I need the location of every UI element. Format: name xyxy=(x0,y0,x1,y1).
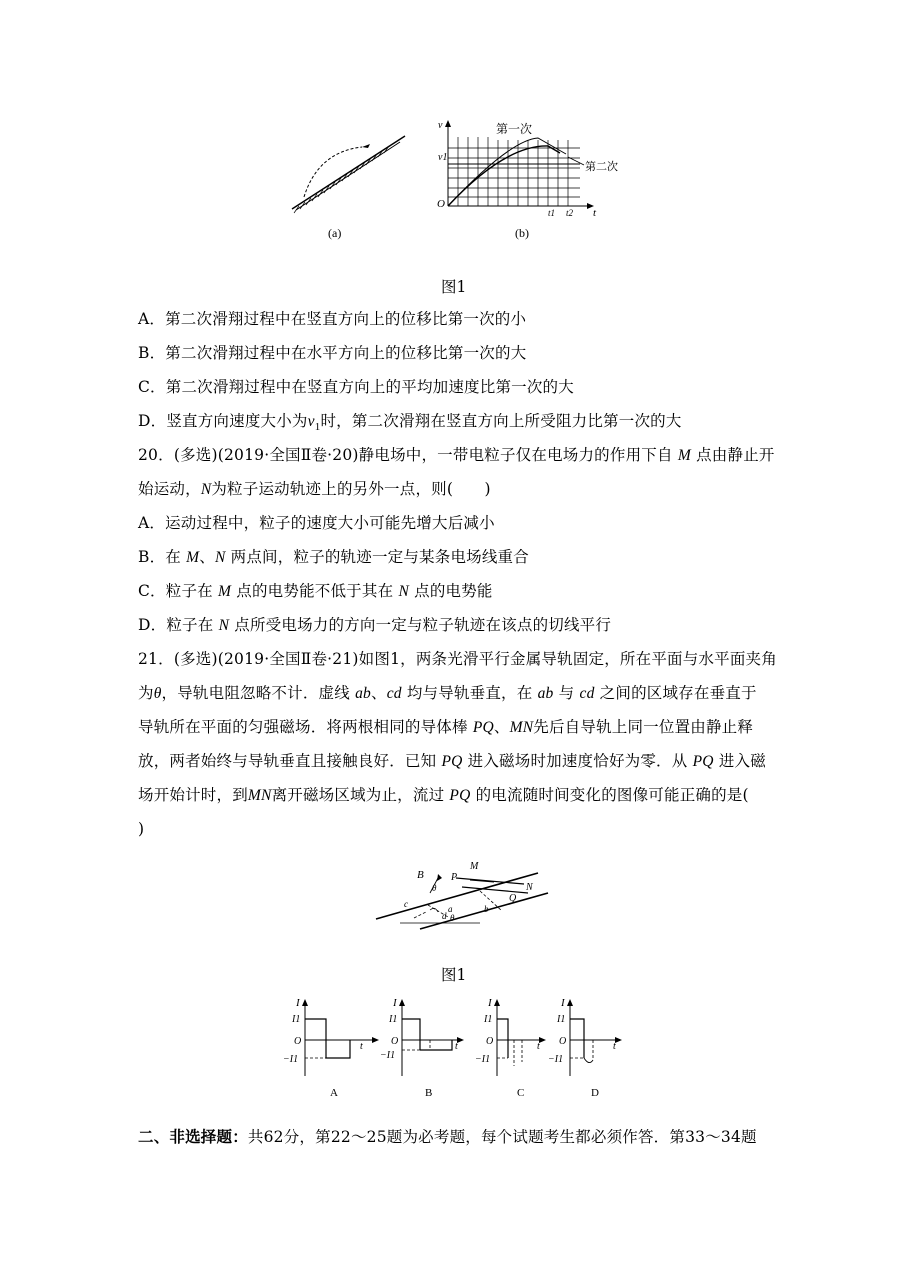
figure-b-t2: t2 xyxy=(566,208,574,218)
rail-label-M: M xyxy=(470,861,479,872)
graph-a-label: A xyxy=(330,1087,338,1099)
graph-c-I: I xyxy=(488,997,492,1009)
rail-label-theta: θ xyxy=(432,883,437,893)
figure-b-second-label: 第二次 xyxy=(585,161,618,173)
q21-stem-line6: ) xyxy=(138,820,145,838)
graph-c-I1: I1 xyxy=(484,1014,493,1025)
graph-c-O: O xyxy=(486,1036,494,1047)
figure-b-t-axis: t xyxy=(593,207,597,219)
rail-label-d: d xyxy=(442,911,447,921)
graph-d-label: D xyxy=(591,1087,599,1099)
q21-stem-line2: 为θ，导轨电阻忽略不计．虚线 ab、cd 均与导轨垂直，在 ab 与 cd 之间的区域存在垂直于 xyxy=(138,684,757,702)
graph-a-t: t xyxy=(360,1041,363,1052)
graph-c-label: C xyxy=(517,1087,525,1099)
graph-c xyxy=(494,999,546,1076)
graph-b-negI1: −I1 xyxy=(380,1050,396,1061)
section-2-text: 共62分，第22～25题为必考题，每个试题考生都必须作答．第33～34题 xyxy=(247,1128,757,1146)
q20-option-c: C．粒子在 M 点的电势能不低于其在 N 点的电势能 xyxy=(138,582,493,600)
graph-d-I: I xyxy=(561,997,565,1009)
figure-b-label: (b) xyxy=(515,226,529,240)
figure-b-t1: t1 xyxy=(548,208,556,218)
graph-a-O: O xyxy=(294,1036,302,1047)
figure-rails xyxy=(0,855,909,945)
figure-b-v-axis: v xyxy=(438,120,443,131)
q21-stem-line4: 放，两者始终与导轨垂直且接触良好．已知 PQ 进入磁场时加速度恰好为零．从 PQ 进入磁 xyxy=(138,752,766,770)
figure-b-v1: v1 xyxy=(438,152,448,163)
graph-b xyxy=(399,999,464,1076)
figure-top xyxy=(0,110,909,370)
graph-c-negI1: −I1 xyxy=(475,1054,491,1065)
rail-label-b: b xyxy=(484,904,489,914)
graph-a-negI1: −I1 xyxy=(283,1054,299,1065)
rail-label-P: P xyxy=(451,872,458,883)
q21-stem-line3: 导轨所在平面的匀强磁场．将两根相同的导体棒 PQ、MN先后自导轨上同一位置由静止释 xyxy=(138,718,754,736)
graph-a xyxy=(302,999,379,1076)
figure-a-label: (a) xyxy=(328,226,342,240)
section-2-intro xyxy=(138,1127,757,1147)
graph-b-I1: I1 xyxy=(389,1014,398,1025)
graph-b-O: O xyxy=(391,1036,399,1047)
figure-a-slope xyxy=(292,136,405,213)
rail-label-B: B xyxy=(417,869,424,881)
figure-graphs xyxy=(0,993,909,1103)
graph-d-O: O xyxy=(559,1036,567,1047)
q20-option-d: D．粒子在 N 点所受电场力的方向一定与粒子轨迹在该点的切线平行 xyxy=(138,616,612,634)
rail-label-Q: Q xyxy=(509,893,517,904)
graph-b-label: B xyxy=(425,1087,433,1099)
q19-option-d: D．竖直方向速度大小为$v_1$时，第二次滑翔在竖直方向上所受阻力比第一次的大 xyxy=(138,412,682,434)
rail-label-N: N xyxy=(526,882,533,893)
graph-a-I: I xyxy=(296,997,300,1009)
figure-top-caption: 图1 xyxy=(441,278,467,296)
graph-d xyxy=(567,999,622,1076)
q20-stem-line2: 始运动，N为粒子运动轨迹上的另外一点，则( ) xyxy=(138,480,491,498)
graph-a-I1: I1 xyxy=(292,1014,301,1025)
q20-stem-line1: 20．(多选)(2019·全国Ⅱ卷·20)静电场中，一带电粒子仅在电场力的作用下自 M 点由静止开 xyxy=(138,446,775,464)
section-2-title: 二、非选择题： xyxy=(138,1127,248,1146)
graph-d-t: t xyxy=(613,1041,616,1052)
graph-d-negI1: −I1 xyxy=(548,1054,564,1065)
q21-stem-line5: 场开始计时，到MN离开磁场区域为止，流过 PQ 的电流随时间变化的图像可能正确的是( xyxy=(138,786,749,804)
q21-stem-line1: 21．(多选)(2019·全国Ⅱ卷·21)如图1，两条光滑平行金属导轨固定，所在平面与水平面夹角 xyxy=(138,650,777,668)
q20-option-b: B．在 M、N 两点间，粒子的轨迹一定与某条电场线重合 xyxy=(138,548,529,566)
graph-b-t: t xyxy=(455,1041,458,1052)
figure-b-first-label: 第一次 xyxy=(496,122,533,136)
q19-option-b: B．第二次滑翔过程中在水平方向上的位移比第一次的大 xyxy=(138,344,527,362)
rail-label-a: a xyxy=(448,904,453,914)
q19-option-a: A．第二次滑翔过程中在竖直方向上的位移比第一次的小 xyxy=(138,310,527,328)
q19-option-c: C．第二次滑翔过程中在竖直方向上的平均加速度比第一次的大 xyxy=(138,378,574,396)
rail-label-c: c xyxy=(404,899,408,909)
figure-b-origin: O xyxy=(437,198,445,210)
graph-b-I: I xyxy=(393,997,397,1009)
graph-c-t: t xyxy=(537,1041,540,1052)
graph-d-I1: I1 xyxy=(557,1014,566,1025)
rail-label-theta2: θ xyxy=(450,913,455,923)
figure-rails-caption: 图1 xyxy=(441,966,467,984)
q20-option-a: A．运动过程中，粒子的速度大小可能先增大后减小 xyxy=(138,514,495,532)
